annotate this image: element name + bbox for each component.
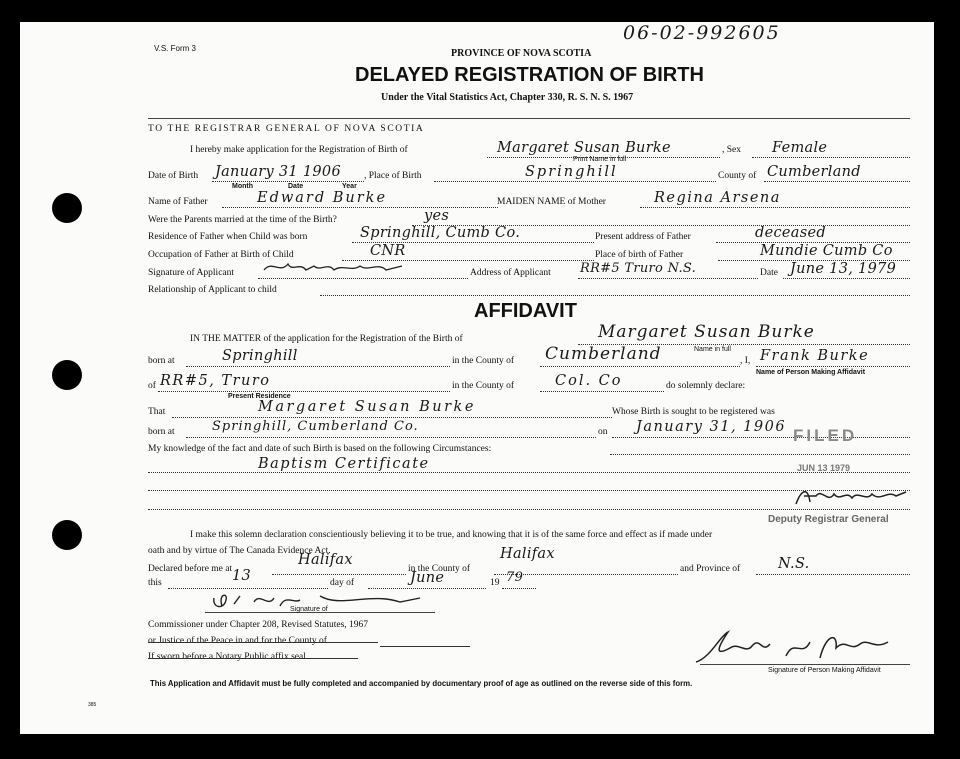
print-name-label: Print Name in full — [573, 156, 627, 163]
declared-county-value: Halifax — [500, 546, 555, 562]
on-value: January 31, 1906 — [636, 419, 787, 435]
applicant-address-label: Address of Applicant — [470, 268, 551, 278]
field-line — [640, 207, 910, 208]
that-value: Margaret Susan Burke — [258, 399, 476, 415]
occupation-label: Occupation of Father at Birth of Child — [148, 250, 294, 260]
month-label: Month — [232, 183, 253, 190]
county-value: Cumberland — [767, 164, 861, 180]
province-heading: PROVINCE OF NOVA SCOTIA — [451, 48, 592, 59]
strikethrough-line — [148, 642, 378, 643]
oath-label: oath and by virtue of The Canada Evidence Act. — [148, 546, 331, 556]
field-line — [540, 391, 664, 392]
strikethrough-line — [148, 658, 358, 659]
place-label: , Place of Birth — [364, 171, 422, 181]
day-of-label: day of — [330, 578, 355, 588]
present-residence-label: Present Residence — [228, 393, 291, 400]
field-line — [148, 472, 910, 473]
declared-label: Declared before me at — [148, 564, 233, 574]
form-title: DELAYED REGISTRATION OF BIRTH — [355, 64, 704, 86]
deputy-registrar-signature — [790, 484, 910, 510]
province-value: N.S. — [778, 556, 810, 572]
notary-label: If sworn before a Notary Public affix seal. — [148, 652, 309, 662]
field-line — [578, 278, 758, 279]
county2-label: in the County of — [452, 381, 515, 391]
residence-value: Springhill, Cumb Co. — [360, 225, 521, 241]
applicant-address-value: RR#5 Truro N.S. — [580, 261, 697, 276]
deponent-name-label: Name of Person Making Affidavit — [756, 369, 866, 376]
field-line — [764, 181, 910, 182]
deponent-signature-label: Signature of Person Making Affidavit — [768, 667, 881, 674]
filed-date-stamp: JUN 13 1979 — [797, 463, 851, 473]
signature-line — [700, 664, 910, 665]
whose-birth-label: Whose Birth is sought to be registered was — [612, 407, 775, 417]
field-line — [172, 417, 612, 418]
affidavit-heading: AFFIDAVIT — [474, 300, 577, 322]
signature-of-label: Signature of — [290, 606, 328, 613]
date-label: Date — [288, 183, 304, 190]
mother-value: Regina Arsena — [654, 190, 781, 206]
applicant-signature-label: Signature of Applicant — [148, 268, 235, 278]
field-line — [540, 366, 740, 367]
field-line — [186, 437, 596, 438]
divider — [148, 118, 910, 119]
matter-label: IN THE MATTER of the application for the Registration of the Birth of — [190, 334, 463, 344]
justice-label: or Justice of the Peace in and for the County of — [148, 636, 327, 646]
day-value: 13 — [232, 568, 252, 584]
father-value: Edward Burke — [257, 190, 388, 206]
year-suffix-value: 79 — [506, 570, 524, 585]
field-line — [612, 437, 910, 438]
i-label: , I, — [740, 356, 751, 366]
deponent-signature — [690, 628, 900, 668]
footer-note: This Application and Affidavit must be fully completed and accompanied by documentary proof of age as outlined on the reverse side of this form. — [150, 679, 693, 688]
county-line — [380, 646, 470, 647]
mother-label: MAIDEN NAME of Mother — [497, 197, 606, 207]
county-label: County of — [718, 171, 757, 181]
married-value: yes — [424, 208, 450, 224]
affidavit-child-name: Margaret Susan Burke — [598, 322, 815, 342]
field-line — [752, 157, 910, 158]
commissioner-label: Commissioner under Chapter 208, Revised Statutes, 1967 — [148, 620, 369, 630]
sex-label: , Sex — [722, 145, 741, 155]
field-line — [320, 295, 910, 296]
father-birthplace-label: Place of birth of Father — [595, 250, 684, 260]
deponent-value: Frank Burke — [760, 348, 870, 364]
declared-county-label: in the County of — [408, 564, 471, 574]
applicant-signature — [262, 258, 412, 278]
deputy-registrar-stamp: Deputy Registrar General — [768, 514, 889, 525]
intro-label: I hereby make application for the Registration of Birth of — [190, 145, 408, 155]
declaration-text: I make this solemn declaration conscientiously believing it to be true, and knowing that it is of the same force and effect as if made under — [190, 530, 713, 540]
dob-label: Date of Birth — [148, 171, 199, 181]
this-label: this — [148, 578, 162, 588]
born-at2-value: Springhill, Cumberland Co. — [212, 419, 419, 434]
father-label: Name of Father — [148, 197, 208, 207]
year-prefix: 19 — [490, 578, 500, 588]
relationship-label: Relationship of Applicant to child — [148, 285, 277, 295]
punch-hole — [52, 520, 82, 550]
place-value: Springhill — [525, 164, 618, 180]
field-line — [434, 181, 716, 182]
that-label: That — [148, 407, 166, 417]
occupation-value: CNR — [370, 243, 406, 259]
field-line — [610, 454, 910, 455]
field-line — [756, 574, 910, 575]
present-address-label: Present address of Father — [595, 232, 691, 242]
present-address-value: deceased — [755, 225, 826, 241]
date-signed-value: June 13, 1979 — [790, 261, 897, 277]
residence-label: Residence of Father when Child was born — [148, 232, 308, 242]
county2-value: Col. Co — [555, 373, 623, 389]
circumstance-value: Baptism Certificate — [258, 456, 430, 472]
declared-at-value: Halifax — [298, 552, 353, 568]
field-line — [212, 181, 364, 182]
registrar-address: TO THE REGISTRAR GENERAL OF NOVA SCOTIA — [148, 124, 425, 134]
field-line — [272, 574, 406, 575]
of-label: of — [148, 381, 156, 391]
punch-hole — [52, 193, 82, 223]
father-birthplace-value: Mundie Cumb Co — [760, 243, 893, 259]
name-in-full-label: Name in full — [694, 346, 731, 353]
county-value: Cumberland — [545, 344, 662, 364]
form-number: V.S. Form 3 — [154, 44, 196, 53]
field-line — [158, 391, 450, 392]
corner-code: 385 — [88, 702, 97, 708]
year-label: Year — [342, 183, 357, 190]
field-line — [258, 278, 468, 279]
field-line — [756, 366, 910, 367]
born-at2-label: born at — [148, 427, 175, 437]
knowledge-label: My knowledge of the fact and date of such Birth is based on the following Circumstances: — [148, 444, 492, 454]
on-label: on — [598, 427, 608, 437]
province-label: and Province of — [680, 564, 741, 574]
field-line — [783, 278, 910, 279]
filed-stamp: FILED — [793, 426, 858, 445]
date-signed-label: Date — [760, 268, 778, 278]
field-line — [502, 588, 536, 589]
born-at-label: born at — [148, 356, 175, 366]
form-subtitle: Under the Vital Statistics Act, Chapter 330, R. S. N. S. 1967 — [381, 92, 634, 103]
punch-hole — [52, 360, 82, 390]
registration-number: 06-02-992605 — [623, 22, 781, 44]
married-label: Were the Parents married at the time of the Birth? — [148, 215, 337, 225]
child-name-value: Margaret Susan Burke — [497, 140, 671, 156]
field-line — [222, 207, 498, 208]
field-line — [186, 366, 450, 367]
born-at-value: Springhill — [222, 348, 298, 364]
solemn-label: do solemnly declare: — [666, 381, 746, 391]
sex-value: Female — [772, 140, 828, 156]
month-value: June — [410, 570, 445, 586]
county-label: in the County of — [452, 356, 515, 366]
of-value: RR#5, Truro — [160, 373, 271, 389]
dob-value: January 31 1906 — [215, 164, 341, 180]
